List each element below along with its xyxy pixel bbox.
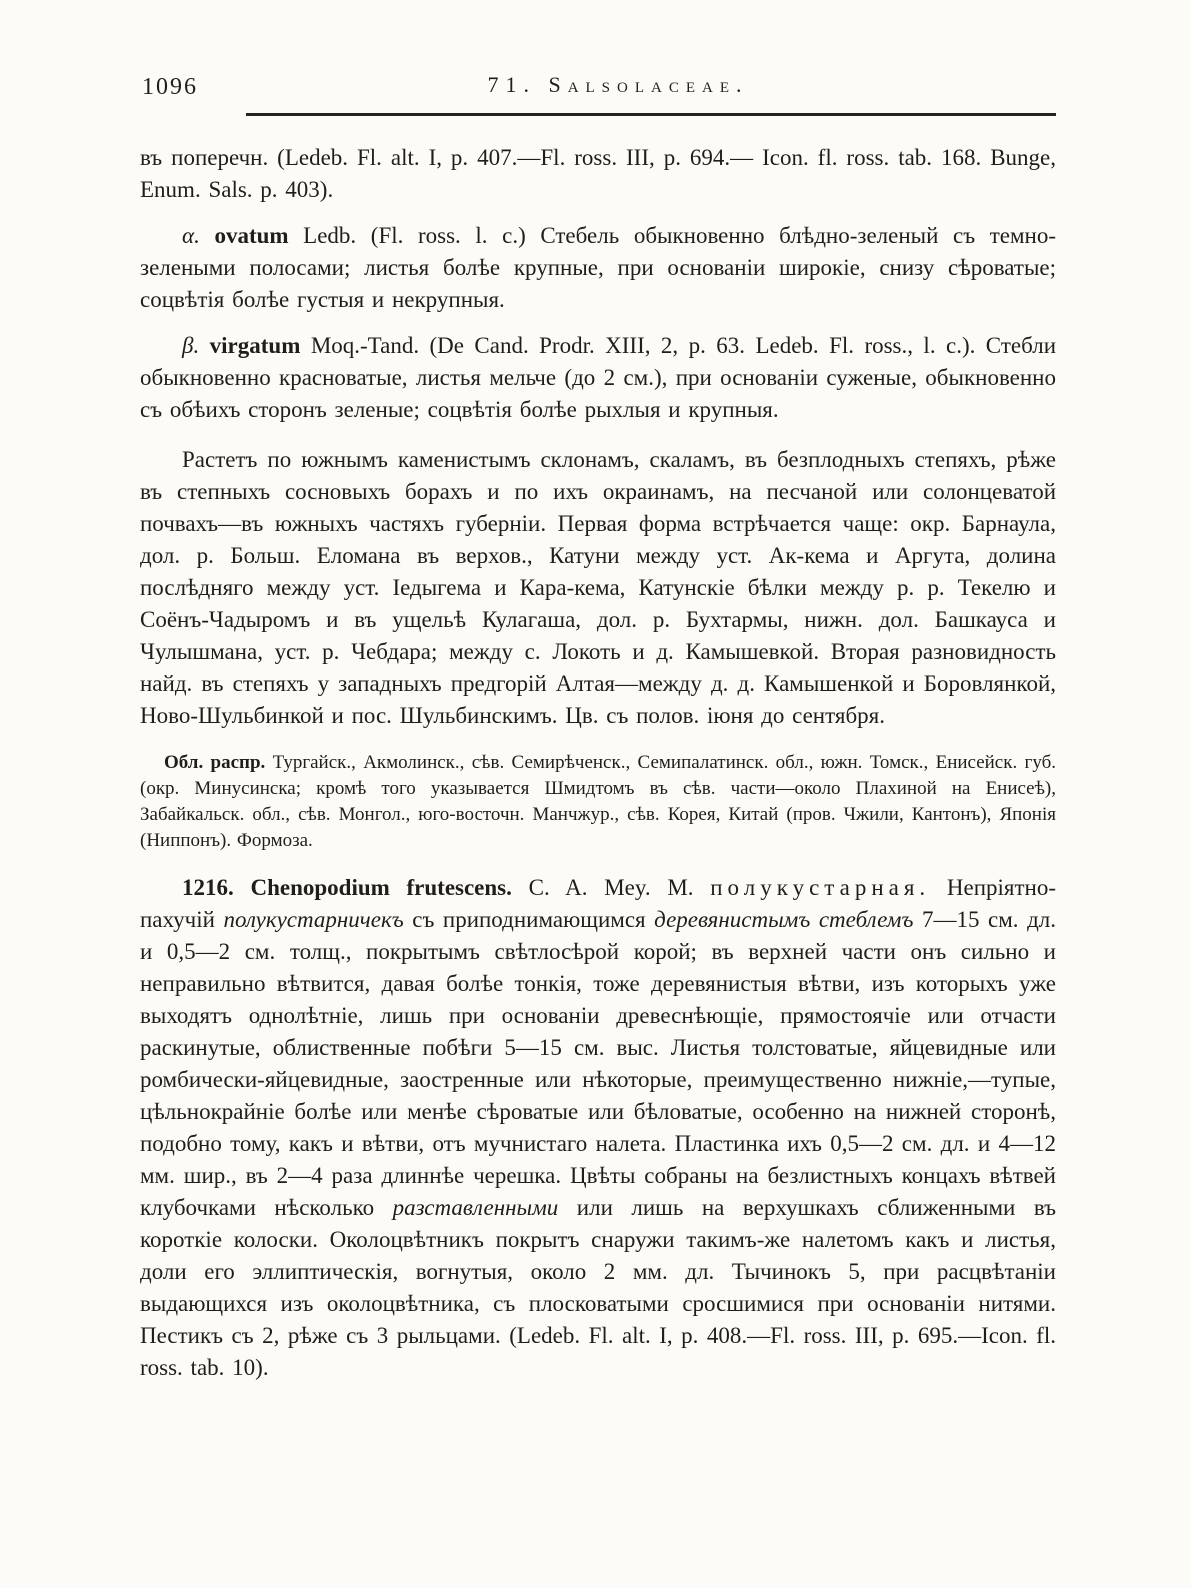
species-authority: C. A. Mey. М.: [528, 875, 694, 900]
species-description-part-3: 7—15 см. дл. и 0,5—2 см. толщ., покрытымъ свѣтлосѣрой корой; въ верхней части онъ сильно и неправильно вѣтвится, давая болѣе тонкія, тоже деревянистыя вѣтви, изъ которыхъ уже выходятъ однолѣтніе, лишь при основаніи древеснѣющіе, прямостоячіе или отчасти раскинутые, облиственные побѣги 5—15 см. выс. Листья толстоватые, яйцевидные или ромбически-яйцевидные, заостренные или нѣкоторые, преимущественно нижніе,—тупые, цѣльнокрайніе болѣе или менѣе сѣроватые или бѣловатые, особенно на нижней сторонѣ, подобно тому, какъ и вѣтви, отъ мучнистаго налета. Пластинка ихъ 0,5—2 см. дл. и 4—12 мм. шир., въ 2—4 раза длиннѣе черешка. Цвѣты собраны на безлистныхъ концахъ вѣтвей клубочками нѣсколько: [140, 907, 1057, 1220]
species-italic-term-3: разставленными: [392, 1195, 559, 1220]
species-italic-term-1: полукустарничекъ: [223, 907, 404, 932]
variety-ovatum-letter: α.: [182, 223, 200, 248]
variety-ovatum-name: ovatum: [214, 223, 289, 248]
species-common-name: полукустарная.: [710, 875, 931, 900]
paragraph-habitat: [140, 444, 1056, 732]
paragraph-variety-virgatum: [140, 330, 1056, 426]
running-title: 71. Salsolaceae.: [487, 72, 749, 97]
variety-virgatum-name: virgatum: [209, 333, 301, 358]
habitat-text: Растетъ по южнымъ каменистымъ склонамъ, скаламъ, въ безплодныхъ степяхъ, рѣже въ степныхъ сосновыхъ борахъ и по ихъ окраинамъ, на песчаной или солонцеватой почвахъ—въ южныхъ частяхъ губерніи. Первая форма встрѣчается чаще: окр. Барнаула, дол. р. Больш. Еломана въ верхов., Катуни между уст. Ак-кема и Аргута, долина послѣдняго между уст. Іедыгема и Кара-кема, Катунскіе бѣлки между р. р. Текелю и Соёнъ-Чадыромъ и въ ущельѣ Кулагаша, дол. р. Бухтармы, нижн. дол. Башкауса и Чулышмана, уст. р. Чебдара; между с. Локоть и д. Камышевкой. Вторая разновидность найд. въ степяхъ у западныхъ предгорій Алтая—между д. д. Камышенкой и Боровлянкой, Ново-Шульбинкой и пос. Шульбинскимъ. Цв. съ полов. іюня до сентября.: [140, 447, 1056, 728]
citation-text: въ поперечн. (Ledeb. Fl. alt. I, p. 407.—Fl. ross. III, p. 694.— Icon. fl. ross. tab. 168. Bunge, Enum. Sals. p. 403).: [140, 145, 1056, 202]
variety-virgatum-description: Moq.-Tand. (De Cand. Prodr. XIII, 2, p. 63. Ledeb. Fl. ross., l. c.). Стебли обыкновенно красноватые, листья мельче (до 2 см.), при основаніи суженые, обыкновенно съ обѣихъ сторонъ зеленые; соцвѣтія болѣе рыхлыя и крупныя.: [140, 333, 1057, 422]
species-number: 1216.: [182, 875, 234, 900]
species-description-part-4: или лишь на верхушкахъ сближенными въ короткіе колоски. Околоцвѣтникъ покрытъ снаружи такимъ-же налетомъ какъ и листья, доли его эллиптическія, вогнутыя, около 2 мм. дл. Тычинокъ 5, при расцвѣтаніи выдающихся изъ околоцвѣтника, съ плосковатыми сросшимися при основаніи нитями. Пестикъ съ 2, рѣже съ 3 рыльцами. (Ledeb. Fl. alt. I, p. 408.—Fl. ross. III, p. 695.—Icon. fl. ross. tab. 10).: [140, 1195, 1057, 1380]
species-description-part-2: съ приподнимающимся: [412, 907, 646, 932]
text-block: [140, 72, 1056, 1384]
paragraph-variety-ovatum: [140, 220, 1056, 316]
page-number: 1096: [142, 74, 198, 100]
paragraph-citation-continuation: [140, 142, 1056, 206]
header-rule: [246, 113, 1056, 116]
variety-virgatum-letter: β.: [182, 333, 200, 358]
paragraph-species-description: [140, 872, 1056, 1384]
species-name: Chenopodium frutescens.: [250, 875, 512, 900]
distribution-label: Обл. распр.: [164, 752, 266, 773]
species-italic-term-2: деревянистымъ стеблемъ: [654, 907, 914, 932]
page-header: [140, 72, 1056, 106]
paragraph-distribution: [140, 750, 1056, 854]
species-description-part-1: Непріятно-пахучій: [140, 875, 1057, 932]
distribution-text: Тургайск., Акмолинск., сѣв. Семирѣченск., Семипалатинск. обл., южн. Томск., Енисейск. губ. (окр. Минусинска; кромѣ того указывается Шмидтомъ въ сѣв. части—около Плахиной на Енисеѣ), Забайкальск. обл., сѣв. Монгол., юго-восточн. Манчжур., сѣв. Корея, Китай (пров. Чжили, Кантонъ), Японія (Ниппонъ). Формоза.: [140, 752, 1056, 851]
variety-ovatum-description: Ledb. (Fl. ross. l. c.) Стебель обыкновенно блѣдно-зеленый съ темно-зелеными полосами; листья болѣе крупные, при основаніи широкіе, снизу сѣроватые; соцвѣтія болѣе густыя и некрупныя.: [140, 223, 1057, 312]
